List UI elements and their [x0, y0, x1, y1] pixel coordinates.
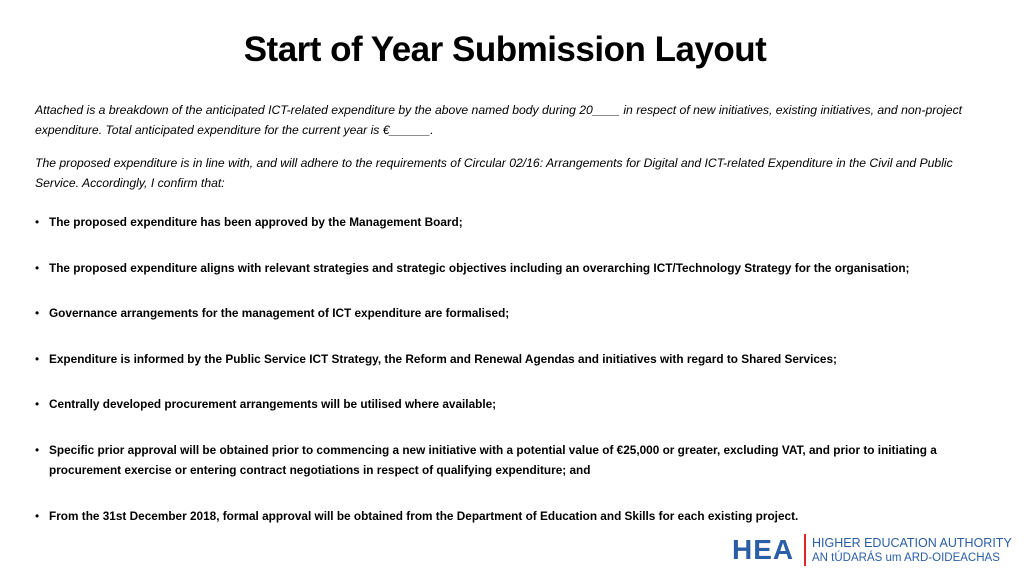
list-item — [35, 506, 980, 526]
intro-paragraph-expenditure: Attached is a breakdown of the anticipated ICT-related expenditure by the above named body during 20____ in respect of new initiatives, existing initiatives, and non-project expenditure. Total anticipated expenditure for the current year is €______. — [35, 103, 963, 137]
list-item-text: From the 31st December 2018, formal approval will be obtained from the Department of Education and Skills for each existing project. — [49, 509, 799, 523]
logo-divider — [804, 534, 806, 566]
list-item — [35, 258, 980, 278]
logo-letters: HEA — [732, 534, 795, 565]
list-item-text: Governance arrangements for the management of ICT expenditure are formalised; — [49, 306, 510, 320]
page-title: Start of Year Submission Layout — [243, 30, 767, 69]
bullet-icon: • — [35, 261, 40, 275]
list-item — [35, 440, 980, 480]
list-item-text: The proposed expenditure aligns with relevant strategies and strategic objectives including an overarching ICT/Technology Strategy for the organisation; — [49, 261, 910, 275]
list-item-text: Expenditure is informed by the Public Service ICT Strategy, the Reform and Renewal Agendas and initiatives with regard to Shared Services; — [49, 352, 837, 366]
list-item-text: Specific prior approval will be obtained prior to commencing a new initiative with a potential value of €25,000 or greater, excluding VAT, and prior to initiating a procurement exercise or entering contract negotiations in respect of qualifying expenditure; and — [49, 443, 937, 477]
bullet-icon: • — [35, 352, 40, 366]
bullet-icon: • — [35, 306, 40, 320]
bullet-icon: • — [35, 509, 40, 523]
hea-logo — [732, 532, 1012, 568]
list-item-text: Centrally developed procurement arrangements will be utilised where available; — [49, 397, 497, 411]
list-item — [35, 303, 980, 323]
bullet-icon: • — [35, 215, 40, 229]
logo-name-english: HIGHER EDUCATION AUTHORITY — [812, 536, 1012, 550]
intro-paragraph-circular: The proposed expenditure is in line with, and will adhere to the requirements of Circular 02/16: Arrangements for Digital and ICT-related Expenditure in the Civil and Public Service. Accordingly, I confirm that: — [35, 156, 953, 190]
bullet-icon: • — [35, 443, 40, 457]
bullet-icon: • — [35, 397, 40, 411]
list-item — [35, 349, 980, 369]
logo-name-irish: AN tÚDARÁS um ARD-OIDEACHAS — [812, 552, 1000, 564]
list-item — [35, 212, 980, 232]
list-item — [35, 394, 980, 414]
list-item-text: The proposed expenditure has been approved by the Management Board; — [49, 215, 463, 229]
